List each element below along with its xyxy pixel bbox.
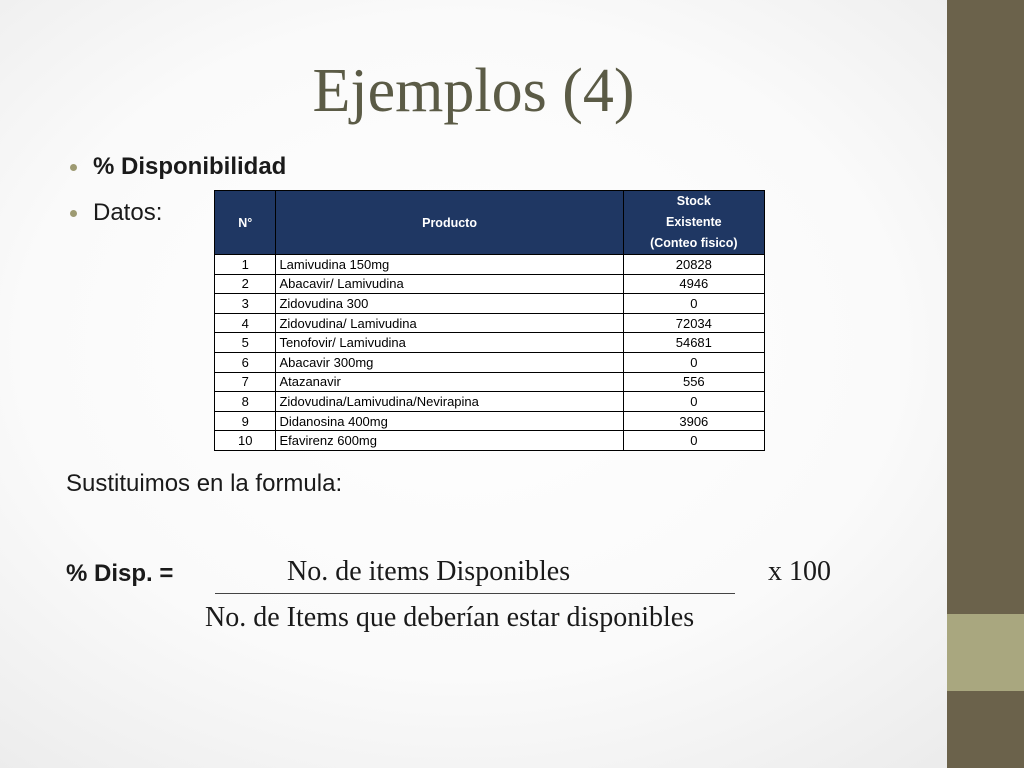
cell-product: Tenofovir/ Lamivudina (276, 333, 623, 353)
cell-stock: 556 (623, 372, 764, 392)
header-stock-line1: Stock (676, 194, 711, 208)
cell-number: 9 (215, 411, 276, 431)
cell-product: Didanosina 400mg (276, 411, 623, 431)
table-row (215, 274, 765, 294)
cell-number: 3 (215, 294, 276, 314)
cell-number: 5 (215, 333, 276, 353)
table-row (215, 352, 765, 372)
cell-product: Efavirenz 600mg (276, 431, 623, 451)
cell-number: 8 (215, 392, 276, 412)
bullet-datos (70, 199, 162, 227)
header-stock-line3: (Conteo fisico) (650, 236, 738, 250)
cell-stock: 20828 (623, 255, 764, 275)
cell-product: Atazanavir (276, 372, 623, 392)
cell-product: Abacavir 300mg (276, 352, 623, 372)
cell-stock: 0 (623, 392, 764, 412)
table-header-row (215, 191, 765, 255)
cell-number: 2 (215, 274, 276, 294)
cell-stock: 0 (623, 294, 764, 314)
bullet-dot-icon (70, 164, 77, 171)
table-body (215, 255, 765, 451)
header-stock (623, 191, 764, 255)
cell-product: Zidovudina 300 (276, 294, 623, 314)
table-row (215, 392, 765, 412)
cell-number: 10 (215, 431, 276, 451)
table-row (215, 294, 765, 314)
cell-stock: 0 (623, 431, 764, 451)
cell-stock: 4946 (623, 274, 764, 294)
formula-numerator: No. de items Disponibles (287, 556, 571, 587)
header-stock-line2: Existente (666, 215, 722, 229)
bullet-dot-icon (70, 210, 77, 217)
header-product: Producto (276, 191, 623, 255)
table-row (215, 333, 765, 353)
table-row (215, 313, 765, 333)
bullet-disponibilidad (70, 153, 286, 181)
cell-product: Zidovudina/Lamivudina/Nevirapina (276, 392, 623, 412)
side-decor-accent (947, 614, 1024, 691)
fraction-line (215, 593, 735, 594)
table-row (215, 431, 765, 451)
table-row (215, 411, 765, 431)
cell-stock: 3906 (623, 411, 764, 431)
formula-denominator: No. de Items que deberían estar disponibles (205, 602, 695, 633)
cell-number: 6 (215, 352, 276, 372)
cell-number: 7 (215, 372, 276, 392)
table-row (215, 255, 765, 275)
stock-table (214, 190, 765, 451)
cell-stock: 0 (623, 352, 764, 372)
formula-label: % Disp. = (66, 560, 174, 587)
table-row (215, 372, 765, 392)
cell-product: Zidovudina/ Lamivudina (276, 313, 623, 333)
cell-number: 1 (215, 255, 276, 275)
cell-number: 4 (215, 313, 276, 333)
substitute-label: Sustituimos en la formula: (66, 470, 343, 497)
cell-stock: 72034 (623, 313, 764, 333)
bullet-text: % Disponibilidad (93, 153, 287, 180)
formula-multiplier: x 100 (768, 556, 831, 587)
bullet-text: Datos: (93, 199, 163, 226)
cell-stock: 54681 (623, 333, 764, 353)
cell-product: Lamivudina 150mg (276, 255, 623, 275)
cell-product: Abacavir/ Lamivudina (276, 274, 623, 294)
slide-title: Ejemplos (4) (312, 57, 635, 125)
header-number: N° (215, 191, 276, 255)
